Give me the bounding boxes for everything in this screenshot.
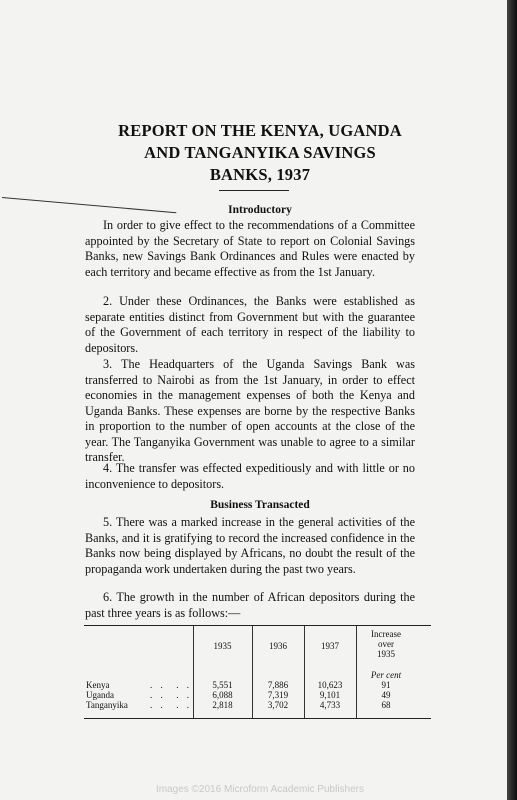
- leader-dots: . . . .: [150, 680, 192, 690]
- header-increase-line-3: 1935: [377, 649, 395, 659]
- title-line-1: REPORT ON THE KENYA, UGANDA: [118, 121, 402, 140]
- row-territory: Tanganyika: [86, 700, 128, 710]
- row-value-1936: 7,886: [267, 680, 289, 690]
- leader-dots: . . . .: [150, 700, 192, 710]
- paragraph-1: [85, 218, 415, 280]
- header-increase-line-1: Increase: [371, 629, 401, 639]
- section-heading-introductory: Introductory: [228, 204, 292, 216]
- paragraph-5-text: 5. There was a marked increase in the general activities of the Banks, and it is gratifying to record the increased confidence in the Banks now being displayed by Africans, no doubt the result of the propaganda work undertaken during the past two years.: [85, 515, 415, 576]
- table-top-rule: [84, 625, 431, 626]
- title-line-2: AND TANGANYIKA SAVINGS: [144, 143, 376, 162]
- paragraph-3-text: 3. The Headquarters of the Uganda Savings Bank was transferred to Nairobi as from the 1st January, in order to effect economies in the management expenses of both the Kenya and Uganda Banks. These expenses are borne by the respective Banks in proportion to the number of open accounts at the close of the year. The Tanganyika Government was unable to agree to a similar transfer.: [85, 357, 415, 464]
- row-value-1935: 5,551: [212, 680, 233, 690]
- row-value-increase: 68: [381, 700, 391, 710]
- header-1936: 1936: [269, 641, 287, 651]
- row-value-1936: 7,319: [267, 690, 289, 700]
- report-title: [60, 120, 460, 186]
- header-increase-line-2: over: [378, 639, 394, 649]
- header-1935: 1935: [213, 641, 232, 651]
- paragraph-6-text: 6. The growth in the number of African depositors during the past three years is as follows:—: [85, 590, 415, 620]
- paragraph-2: [85, 294, 415, 356]
- row-value-1936: 3,702: [267, 700, 289, 710]
- table-bottom-rule: [84, 718, 431, 719]
- paragraph-5: [85, 515, 415, 577]
- row-value-increase: 49: [381, 690, 391, 700]
- leader-dots: . . . .: [150, 690, 192, 700]
- row-value-1937: 10,623: [317, 680, 343, 690]
- row-value-1935: 6,088: [212, 690, 233, 700]
- header-unit: Per cent: [370, 670, 402, 680]
- row-value-1935: 2,818: [212, 700, 233, 710]
- paragraph-1-text: In order to give effect to the recommendations of a Committee appointed by the Secretary of State to report on Colonial Savings Banks, new Savings Bank Ordinances and Rules were enacted by each territory and became effective as from the 1st January.: [85, 218, 415, 279]
- row-territory: Kenya: [86, 680, 110, 690]
- header-increase: [356, 629, 416, 659]
- section-heading-business: Business Transacted: [210, 499, 310, 511]
- row-value-1937: 4,733: [319, 700, 341, 710]
- row-value-increase: 91: [381, 680, 391, 690]
- title-line-3: BANKS, 1937: [209, 165, 311, 184]
- paragraph-2-text: 2. Under these Ordinances, the Banks were established as separate entities distinct from Government but with the guarantee of the Government of each territory in respect of the liability to depositors.: [85, 294, 415, 355]
- publisher-watermark: Images ©2016 Microform Academic Publishers: [155, 784, 364, 795]
- paragraph-4-text: 4. The transfer was effected expeditiously and with little or no inconvenience to depositors.: [85, 461, 415, 491]
- paragraph-4: [85, 461, 415, 492]
- row-value-1937: 9,101: [319, 690, 341, 700]
- title-rule: [219, 190, 289, 191]
- paragraph-3: [85, 357, 415, 466]
- row-territory: Uganda: [86, 690, 114, 700]
- header-1937: 1937: [321, 641, 339, 651]
- paragraph-6: [85, 590, 415, 621]
- scan-edge-shadow: [507, 0, 517, 800]
